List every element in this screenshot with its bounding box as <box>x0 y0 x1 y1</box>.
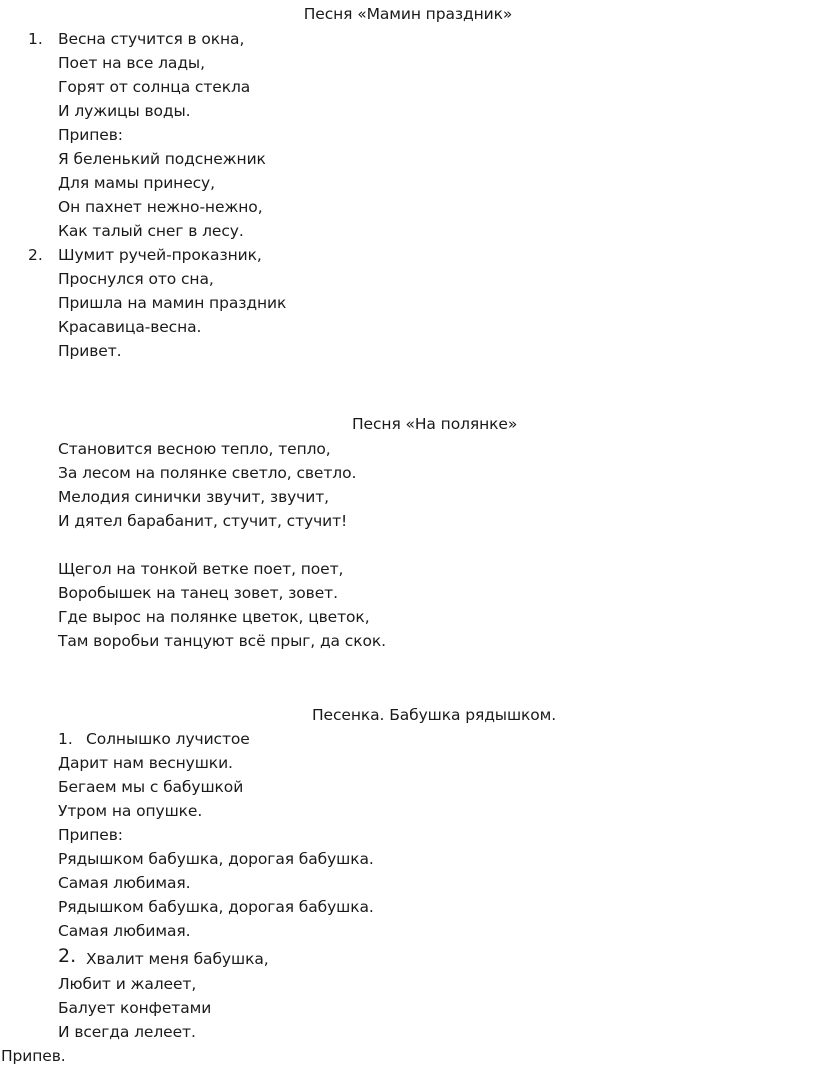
song1-line: Проснулся ото сна, <box>58 270 214 288</box>
song2-line: Становится весною тепло, тепло, <box>58 440 331 458</box>
song3-line: Самая любимая. <box>58 874 191 892</box>
song2-line: Где вырос на полянке цветок, цветок, <box>58 608 370 626</box>
song3-line: Утром на опушке. <box>58 802 203 820</box>
song1-title: Песня «Мамин праздник» <box>303 5 513 23</box>
song3-ending-chorus: Припев. <box>1 1047 66 1065</box>
song2-line: Мелодия синички звучит, звучит, <box>58 488 329 506</box>
song1-verse1-number: 1. <box>28 30 43 48</box>
song2-title: Песня «На полянке» <box>352 415 518 433</box>
song3-line: Рядышком бабушка, дорогая бабушка. <box>58 898 374 916</box>
song2-line: Воробышек на танец зовет, зовет. <box>58 584 338 602</box>
song3-title: Песенка. Бабушка рядышком. <box>312 706 557 724</box>
song3-line: Балует конфетами <box>58 999 212 1017</box>
song3-line: Дарит нам веснушки. <box>58 754 233 772</box>
song1-verse2-number: 2. <box>28 246 43 264</box>
song2-line: Щегол на тонкой ветке поет, поет, <box>58 560 344 578</box>
song2-line: И дятел барабанит, стучит, стучит! <box>58 512 348 530</box>
song3-line: И всегда лелеет. <box>58 1023 196 1041</box>
song3-line: Самая любимая. <box>58 922 191 940</box>
song3-line: Хвалит меня бабушка, <box>86 950 269 968</box>
song2-line: За лесом на полянке светло, светло. <box>58 464 357 482</box>
song3-verse2-number: 2. <box>58 945 77 967</box>
song3-line: Любит и жалеет, <box>58 975 197 993</box>
song1-line: Красавица-весна. <box>58 318 202 336</box>
song1-line: Пришла на мамин праздник <box>58 294 287 312</box>
song1-line: Поет на все лады, <box>58 54 205 72</box>
song3-chorus-label: Припев: <box>58 826 123 844</box>
song1-line: Весна стучится в окна, <box>58 30 245 48</box>
song1-line: Он пахнет нежно-нежно, <box>58 198 263 216</box>
song3-line: Рядышком бабушка, дорогая бабушка. <box>58 850 374 868</box>
song1-line: Шумит ручей-проказник, <box>58 246 262 264</box>
song3-verse1-number: 1. <box>58 730 73 748</box>
song1-chorus-label: Припев: <box>58 126 123 144</box>
song1-line: Для мамы принесу, <box>58 174 215 192</box>
song2-line: Там воробьи танцуют всё прыг, да скок. <box>58 632 386 650</box>
song3-line: Бегаем мы с бабушкой <box>58 778 244 796</box>
song1-line: Горят от солнца стекла <box>58 78 251 96</box>
song3-line: Солнышко лучистое <box>86 730 250 748</box>
song1-line: Как талый снег в лесу. <box>58 222 244 240</box>
song1-line: Я беленький подснежник <box>58 150 266 168</box>
song1-line: Привет. <box>58 342 122 360</box>
song1-line: И лужицы воды. <box>58 102 191 120</box>
